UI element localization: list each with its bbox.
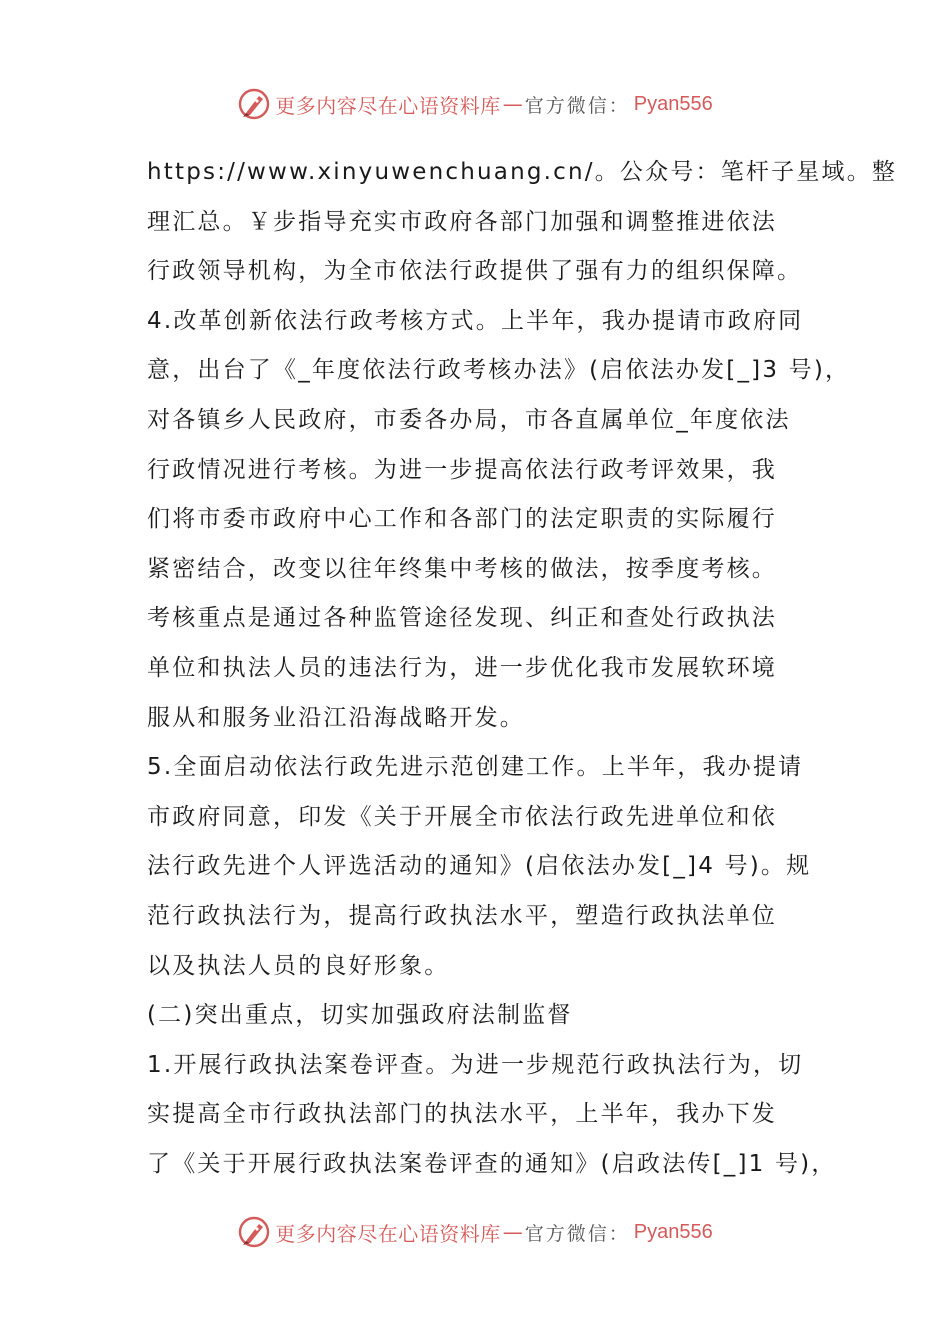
body-line: 实提高全市行政执法部门的执法水平，上半年，我办下发	[147, 1101, 777, 1128]
footer-banner	[0, 1212, 950, 1252]
body-line: 了《关于开展行政执法案卷评查的通知》(启政法传[_]1 号)，	[147, 1150, 837, 1177]
header-brand-text: 更多内容尽在心语资料库	[275, 93, 501, 118]
body-line: 意，出台了《_年度依法行政考核办法》(启依法办发[_]3 号)，	[147, 357, 851, 384]
body-line: 法行政先进个人评选活动的通知》(启依法办发[_]4 号)。规	[147, 853, 812, 880]
footer-wechat-id: Pyan556	[633, 1220, 713, 1243]
footer-wechat-label: 官方微信：	[524, 1222, 630, 1245]
body-line: 单位和执法人员的违法行为，进一步优化我市发展软环境	[147, 654, 777, 681]
header-wechat-id: Pyan556	[633, 92, 713, 115]
body-line: 紧密结合，改变以往年终集中考核的做法，按季度考核。	[147, 555, 777, 582]
body-line: 行政情况进行考核。为进一步提高依法行政考评效果，我	[147, 456, 777, 483]
body-line: (二)突出重点，切实加强政府法制监督	[147, 1002, 573, 1029]
body-line: 5.全面启动依法行政先进示范创建工作。上半年，我办提请	[147, 754, 804, 781]
body-line: 市政府同意，印发《关于开展全市依法行政先进单位和依	[147, 803, 777, 830]
footer-separator: —	[502, 1220, 523, 1244]
body-line: https://www.xinyuwenchuang.cn/。公众号：笔杆子星域。整	[147, 159, 898, 185]
body-line: 对各镇乡人民政府，市委各办局，市各直属单位_年度依法	[147, 406, 791, 433]
body-line: 考核重点是通过各种监管途径发现、纠正和查处行政执法	[147, 605, 777, 632]
body-line: 们将市委市政府中心工作和各部门的法定职责的实际履行	[147, 506, 777, 533]
body-line: 行政领导机构，为全市依法行政提供了强有力的组织保障。	[147, 258, 803, 285]
footer-brand-text: 更多内容尽在心语资料库	[275, 1221, 501, 1246]
body-line: 范行政执法行为，提高行政执法水平，塑造行政执法单位	[147, 902, 777, 929]
header-banner	[0, 84, 950, 124]
pen-nib-logo-icon	[237, 87, 271, 121]
body-line: 理汇总。￥步指导充实市政府各部门加强和调整推进依法	[147, 208, 777, 235]
document-body	[147, 148, 898, 1189]
pen-nib-logo-icon	[237, 1215, 271, 1249]
header-wechat-label: 官方微信：	[524, 94, 630, 117]
body-line: 以及执法人员的良好形象。	[147, 952, 450, 979]
body-line: 4.改革创新依法行政考核方式。上半年，我办提请市政府同	[147, 307, 804, 334]
header-separator: —	[502, 92, 523, 116]
body-line: 1.开展行政执法案卷评查。为进一步规范行政执法行为，切	[147, 1051, 804, 1078]
body-line: 服从和服务业沿江沿海战略开发。	[147, 704, 525, 731]
